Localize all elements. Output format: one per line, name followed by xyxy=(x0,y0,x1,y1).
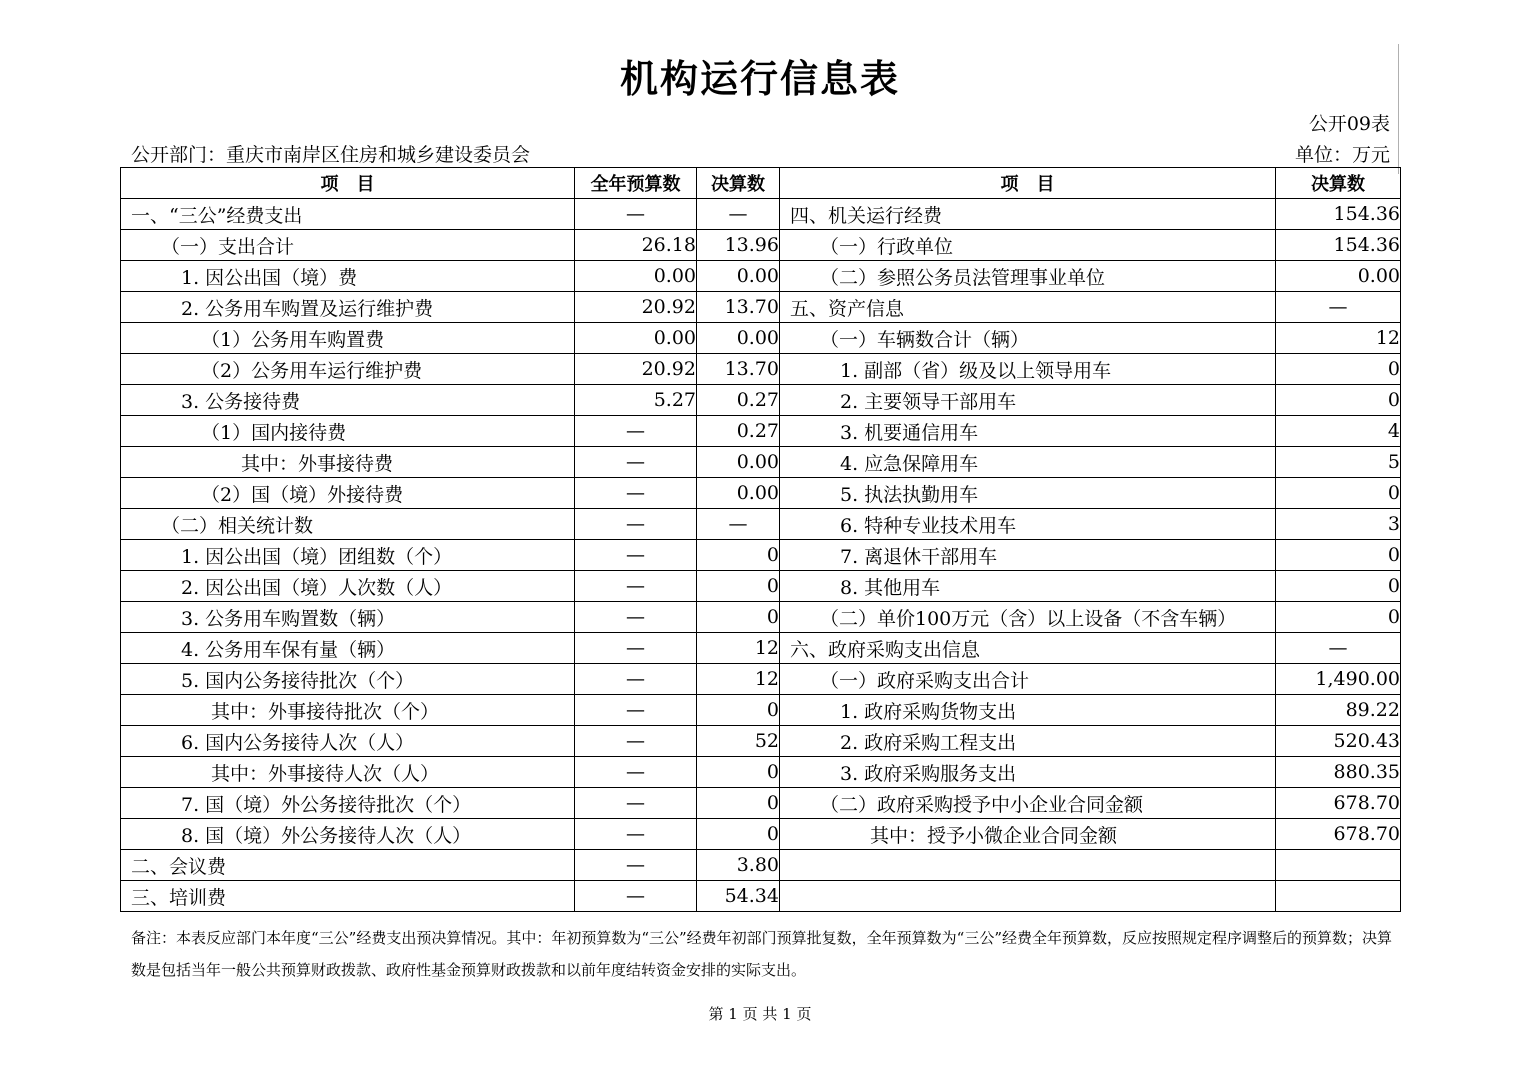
right-item-label: 六、政府采购支出信息 xyxy=(780,633,1276,664)
left-item-label: 三、培训费 xyxy=(121,881,575,912)
left-budget-value: — xyxy=(575,819,697,850)
right-item-label: 3. 机要通信用车 xyxy=(780,416,1276,447)
left-final-value: 0 xyxy=(697,695,780,726)
left-item-label: （二）相关统计数 xyxy=(121,509,575,540)
table-row xyxy=(121,540,1401,571)
table-row xyxy=(121,416,1401,447)
left-final-value: 0 xyxy=(697,757,780,788)
left-budget-value: — xyxy=(575,199,697,230)
left-item-label: 7. 国（境）外公务接待批次（个） xyxy=(121,788,575,819)
right-final-value: 0 xyxy=(1276,602,1401,633)
left-final-value: 0.27 xyxy=(697,416,780,447)
left-final-value: 13.70 xyxy=(697,354,780,385)
right-final-value: 1,490.00 xyxy=(1276,664,1401,695)
left-item-label: （2）国（境）外接待费 xyxy=(121,478,575,509)
right-item-label: 8. 其他用车 xyxy=(780,571,1276,602)
left-final-value: 12 xyxy=(697,633,780,664)
left-final-value: 0.00 xyxy=(697,447,780,478)
right-item-label: （一）政府采购支出合计 xyxy=(780,664,1276,695)
left-budget-value: 5.27 xyxy=(575,385,697,416)
left-item-label: 2. 公务用车购置及运行维护费 xyxy=(121,292,575,323)
right-item-label: 1. 政府采购货物支出 xyxy=(780,695,1276,726)
right-item-label xyxy=(780,881,1276,912)
left-budget-value: — xyxy=(575,850,697,881)
page-footer: 第 1 页 共 1 页 xyxy=(708,1005,812,1023)
left-budget-value: — xyxy=(575,788,697,819)
right-final-value: 3 xyxy=(1276,509,1401,540)
right-final-value: 154.36 xyxy=(1276,230,1401,261)
left-final-value: 12 xyxy=(697,664,780,695)
right-final-value: 89.22 xyxy=(1276,695,1401,726)
right-item-label: （一）行政单位 xyxy=(780,230,1276,261)
table-row xyxy=(121,819,1401,850)
left-budget-value: 26.18 xyxy=(575,230,697,261)
right-final-value xyxy=(1276,881,1401,912)
right-item-label: 1. 副部（省）级及以上领导用车 xyxy=(780,354,1276,385)
table-row xyxy=(121,633,1401,664)
right-item-label: 2. 主要领导干部用车 xyxy=(780,385,1276,416)
table-row xyxy=(121,230,1401,261)
right-item-label: 五、资产信息 xyxy=(780,292,1276,323)
left-final-value: 0.00 xyxy=(697,261,780,292)
left-final-value: — xyxy=(697,199,780,230)
left-budget-value: — xyxy=(575,509,697,540)
left-final-value: 13.96 xyxy=(697,230,780,261)
left-item-label: （一）支出合计 xyxy=(121,230,575,261)
table-row xyxy=(121,478,1401,509)
right-final-value: 0 xyxy=(1276,571,1401,602)
left-budget-value: — xyxy=(575,478,697,509)
right-final-value: 4 xyxy=(1276,416,1401,447)
right-item-label xyxy=(780,850,1276,881)
left-final-value: 0 xyxy=(697,819,780,850)
left-budget-value: 20.92 xyxy=(575,292,697,323)
left-item-label: 其中：外事接待费 xyxy=(121,447,575,478)
left-budget-value: 0.00 xyxy=(575,261,697,292)
left-final-value: 0 xyxy=(697,571,780,602)
right-final-value: — xyxy=(1276,292,1401,323)
left-final-value: 0 xyxy=(697,602,780,633)
left-final-value: — xyxy=(697,509,780,540)
table-row xyxy=(121,354,1401,385)
left-final-value: 0 xyxy=(697,788,780,819)
left-budget-value: — xyxy=(575,664,697,695)
table-row xyxy=(121,199,1401,230)
table-row xyxy=(121,788,1401,819)
table-row xyxy=(121,664,1401,695)
info-table xyxy=(120,167,1401,912)
left-final-value: 0.00 xyxy=(697,478,780,509)
right-final-value: 5 xyxy=(1276,447,1401,478)
right-item-label: （二）政府采购授予中小企业合同金额 xyxy=(780,788,1276,819)
left-item-label: 二、会议费 xyxy=(121,850,575,881)
right-final-value: 0 xyxy=(1276,385,1401,416)
table-row xyxy=(121,726,1401,757)
table-row xyxy=(121,695,1401,726)
header-right-final: 决算数 xyxy=(1276,168,1401,199)
right-item-label: 7. 离退休干部用车 xyxy=(780,540,1276,571)
header-left-item: 项 目 xyxy=(121,168,575,199)
right-item-label: （二）参照公务员法管理事业单位 xyxy=(780,261,1276,292)
left-item-label: （1）国内接待费 xyxy=(121,416,575,447)
left-budget-value: — xyxy=(575,447,697,478)
right-item-label: 5. 执法执勤用车 xyxy=(780,478,1276,509)
left-budget-value: — xyxy=(575,571,697,602)
table-row xyxy=(121,292,1401,323)
right-final-value: 520.43 xyxy=(1276,726,1401,757)
left-final-value: 52 xyxy=(697,726,780,757)
table-row xyxy=(121,757,1401,788)
left-budget-value: — xyxy=(575,633,697,664)
left-item-label: 其中：外事接待批次（个） xyxy=(121,695,575,726)
left-budget-value: — xyxy=(575,695,697,726)
page-title: 机构运行信息表 xyxy=(619,57,900,101)
right-final-value: 12 xyxy=(1276,323,1401,354)
table-row xyxy=(121,323,1401,354)
left-budget-value: 0.00 xyxy=(575,323,697,354)
left-item-label: 3. 公务接待费 xyxy=(121,385,575,416)
right-final-value: 678.70 xyxy=(1276,788,1401,819)
left-item-label: 1. 因公出国（境）团组数（个） xyxy=(121,540,575,571)
header-right-item: 项 目 xyxy=(780,168,1276,199)
left-budget-value: — xyxy=(575,881,697,912)
left-item-label: 4. 公务用车保有量（辆） xyxy=(121,633,575,664)
left-item-label: （1）公务用车购置费 xyxy=(121,323,575,354)
table-header-row xyxy=(121,168,1401,199)
left-item-label: 2. 因公出国（境）人次数（人） xyxy=(121,571,575,602)
right-final-value xyxy=(1276,850,1401,881)
table-row xyxy=(121,447,1401,478)
left-final-value: 13.70 xyxy=(697,292,780,323)
right-final-value: 880.35 xyxy=(1276,757,1401,788)
left-item-label: （2）公务用车运行维护费 xyxy=(121,354,575,385)
right-final-value: 0.00 xyxy=(1276,261,1401,292)
left-budget-value: — xyxy=(575,416,697,447)
right-item-label: （二）单价100万元（含）以上设备（不含车辆） xyxy=(780,602,1276,633)
left-budget-value: — xyxy=(575,540,697,571)
table-row xyxy=(121,261,1401,292)
right-final-value: — xyxy=(1276,633,1401,664)
table-row xyxy=(121,509,1401,540)
left-final-value: 3.80 xyxy=(697,850,780,881)
right-item-label: 3. 政府采购服务支出 xyxy=(780,757,1276,788)
right-final-value: 0 xyxy=(1276,478,1401,509)
left-budget-value: — xyxy=(575,757,697,788)
left-final-value: 0 xyxy=(697,540,780,571)
right-final-value: 678.70 xyxy=(1276,819,1401,850)
table-row xyxy=(121,850,1401,881)
table-row xyxy=(121,602,1401,633)
right-item-label: 4. 应急保障用车 xyxy=(780,447,1276,478)
right-item-label: 6. 特种专业技术用车 xyxy=(780,509,1276,540)
header-left-budget: 全年预算数 xyxy=(575,168,697,199)
table-row xyxy=(121,571,1401,602)
department-label: 公开部门：重庆市南岸区住房和城乡建设委员会 xyxy=(131,144,531,166)
left-final-value: 0.00 xyxy=(697,323,780,354)
table-body xyxy=(121,199,1401,912)
form-number: 公开09表 xyxy=(1308,113,1390,135)
table-row xyxy=(121,881,1401,912)
left-item-label: 一、“三公”经费支出 xyxy=(121,199,575,230)
left-final-value: 54.34 xyxy=(697,881,780,912)
table-row xyxy=(121,385,1401,416)
left-item-label: 8. 国（境）外公务接待人次（人） xyxy=(121,819,575,850)
right-item-label: 其中：授予小微企业合同金额 xyxy=(780,819,1276,850)
right-item-label: 2. 政府采购工程支出 xyxy=(780,726,1276,757)
right-final-value: 154.36 xyxy=(1276,199,1401,230)
left-budget-value: — xyxy=(575,602,697,633)
left-final-value: 0.27 xyxy=(697,385,780,416)
header-left-final: 决算数 xyxy=(697,168,780,199)
unit-label: 单位：万元 xyxy=(1294,144,1390,166)
left-item-label: 其中：外事接待人次（人） xyxy=(121,757,575,788)
left-budget-value: — xyxy=(575,726,697,757)
left-item-label: 6. 国内公务接待人次（人） xyxy=(121,726,575,757)
right-item-label: （一）车辆数合计（辆） xyxy=(780,323,1276,354)
left-item-label: 3. 公务用车购置数（辆） xyxy=(121,602,575,633)
right-final-value: 0 xyxy=(1276,354,1401,385)
left-budget-value: 20.92 xyxy=(575,354,697,385)
left-item-label: 5. 国内公务接待批次（个） xyxy=(121,664,575,695)
table-note: 备注：本表反应部门本年度“三公”经费支出预决算情况。其中：年初预算数为“三公”经费年初部门预算批复数，全年预算数为“三公”经费全年预算数，反应按照规定程序调整后的预算数；决算数是包括当年一般公共预算财政拨款、政府性基金预算财政拨款和以前年度结转资金安排的实际支出。 xyxy=(131,929,1393,979)
left-item-label: 1. 因公出国（境）费 xyxy=(121,261,575,292)
right-item-label: 四、机关运行经费 xyxy=(780,199,1276,230)
right-final-value: 0 xyxy=(1276,540,1401,571)
